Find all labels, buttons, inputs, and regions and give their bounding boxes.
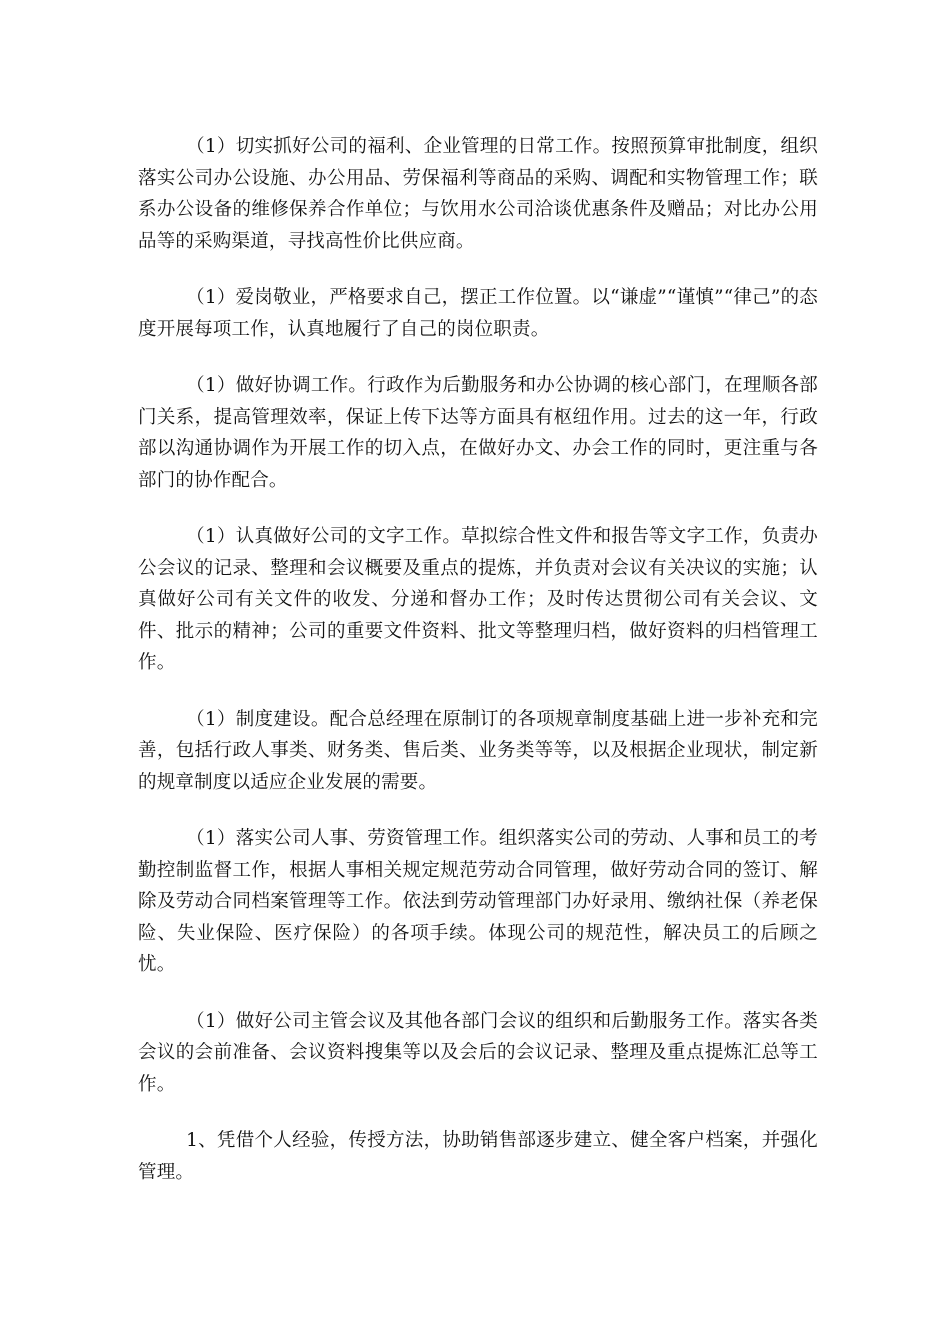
document-body <box>138 131 818 1188</box>
paragraph-coordination: （1）做好协调工作。行政作为后勤服务和办公协调的核心部门，在理顺各部门关系，提高管理效率，保证上传下达等方面具有枢纽作用。过去的这一年，行政部以沟通协调作为开展工作的切入点，在做好办文、办会工作的同时，更注重与各部门的协作配合。 <box>138 375 818 491</box>
paragraph-system-construction: （1）制度建设。配合总经理在原制订的各项规章制度基础上进一步补充和完善，包括行政人事类、财务类、售后类、业务类等等，以及根据企业现状，制定新的规章制度以适应企业发展的需要。 <box>138 708 818 793</box>
paragraph-customer-files: 1、凭借个人经验，传授方法，协助销售部逐步建立、健全客户档案，并强化管理。 <box>138 1130 818 1183</box>
paragraph-personnel-management: （1）落实公司人事、劳资管理工作。组织落实公司的劳动、人事和员工的考勤控制监督工作，根据人事相关规定规范劳动合同管理，做好劳动合同的签订、解除及劳动合同档案管理等工作。依法到劳动管理部门办好录用、缴纳社保（养老保险、失业保险、医疗保险）的各项手续。体现公司的规范性，解决员工的后顾之忧。 <box>138 828 818 975</box>
paragraph-document-work: （1）认真做好公司的文字工作。草拟综合性文件和报告等文字工作，负责办公会议的记录、整理和会议概要及重点的提炼，并负责对会议有关决议的实施；认真做好公司有关文件的收发、分递和督办工作；及时传达贯彻公司有关会议、文件、批示的精神；公司的重要文件资料、批文等整理归档，做好资料的归档管理工作。 <box>138 526 818 673</box>
paragraph-meeting-services: （1）做好公司主管会议及其他各部门会议的组织和后勤服务工作。落实各类会议的会前准备、会议资料搜集等以及会后的会议记录、整理及重点提炼汇总等工作。 <box>138 1010 818 1095</box>
paragraph-work-attitude: （1）爱岗敬业，严格要求自己，摆正工作位置。以“谦虚”“谨慎”“律己”的态度开展每项工作，认真地履行了自己的岗位职责。 <box>138 287 818 340</box>
paragraph-welfare-management: （1）切实抓好公司的福利、企业管理的日常工作。按照预算审批制度，组织落实公司办公设施、办公用品、劳保福利等商品的采购、调配和实物管理工作；联系办公设备的维修保养合作单位；与饮用水公司洽谈优惠条件及赠品；对比办公用品等的采购渠道，寻找高性价比供应商。 <box>138 136 818 252</box>
